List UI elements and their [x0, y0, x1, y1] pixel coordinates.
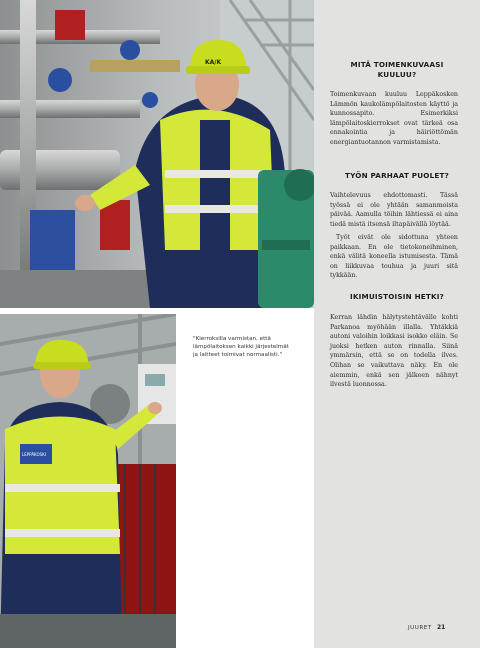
- svg-text:KA/K: KA/K: [205, 59, 222, 66]
- heading-memorable-moment: IKIMUISTOISIN HETKI?: [349, 292, 445, 301]
- magazine-name: JUURET: [408, 625, 432, 631]
- photo-worker-with-pipes: [0, 0, 314, 308]
- page-number: 21: [437, 624, 446, 631]
- heading-best-parts: TYÖN PARHAAT PUOLET?: [345, 171, 449, 180]
- heading-job-description: MITÄ TOIMENKUVAASI KUULUU?: [350, 60, 444, 79]
- svg-text:LEPPÄKOSKI: LEPPÄKOSKI: [22, 452, 46, 457]
- paragraph-job-description: Toimenkuvaan kuuluu Leppäkosken Lämmön kaukolämpölaitosten käyttö ja kunnossapito. Esimerkiksi lämpölaitoskierrokset ovat tärkeä osa ennakointia ja häiriöttömän energiantuotannon varmistamista.: [330, 91, 458, 146]
- paragraph-best-parts-1: Vaihtelevuus ehdottomasti. Tässä työssä ei ole yhtään samanmoista päivää. Aamulla töihin lähtiessä ei aina tiedä mistä itsensä iltapäivällä löytää.: [330, 192, 458, 228]
- photo-caption: "Kierroksilla varmistan, että lämpölaitoksen kaikki järjestelmät ja laitteet toimivat normaalisti.": [193, 336, 289, 358]
- paragraph-best-parts-2: Työt eivät ole sidottuna yhteen paikkaan. En ole tietokoneihminen, enkä välitä koneella istumisesta. Tämä on liikkuvaa touhua ja juuri sitä tykkään.: [330, 234, 458, 280]
- photo-worker-at-panel: [0, 314, 176, 648]
- paragraph-memorable-moment: Kerran lähdin hälytystehtävälle kohti Parkanoa myöhään illalla. Yhtäkkiä autoni valoihin loikkasi isokko eläin. Se juoksi hetken auton rinnalla. Siinä ymmärsin, että se on todella ilves. Olihan se vaikuttava näky. En ole aiemmin, enkä sen jälkeen nähnyt ilvestä luonnossa.: [330, 314, 458, 389]
